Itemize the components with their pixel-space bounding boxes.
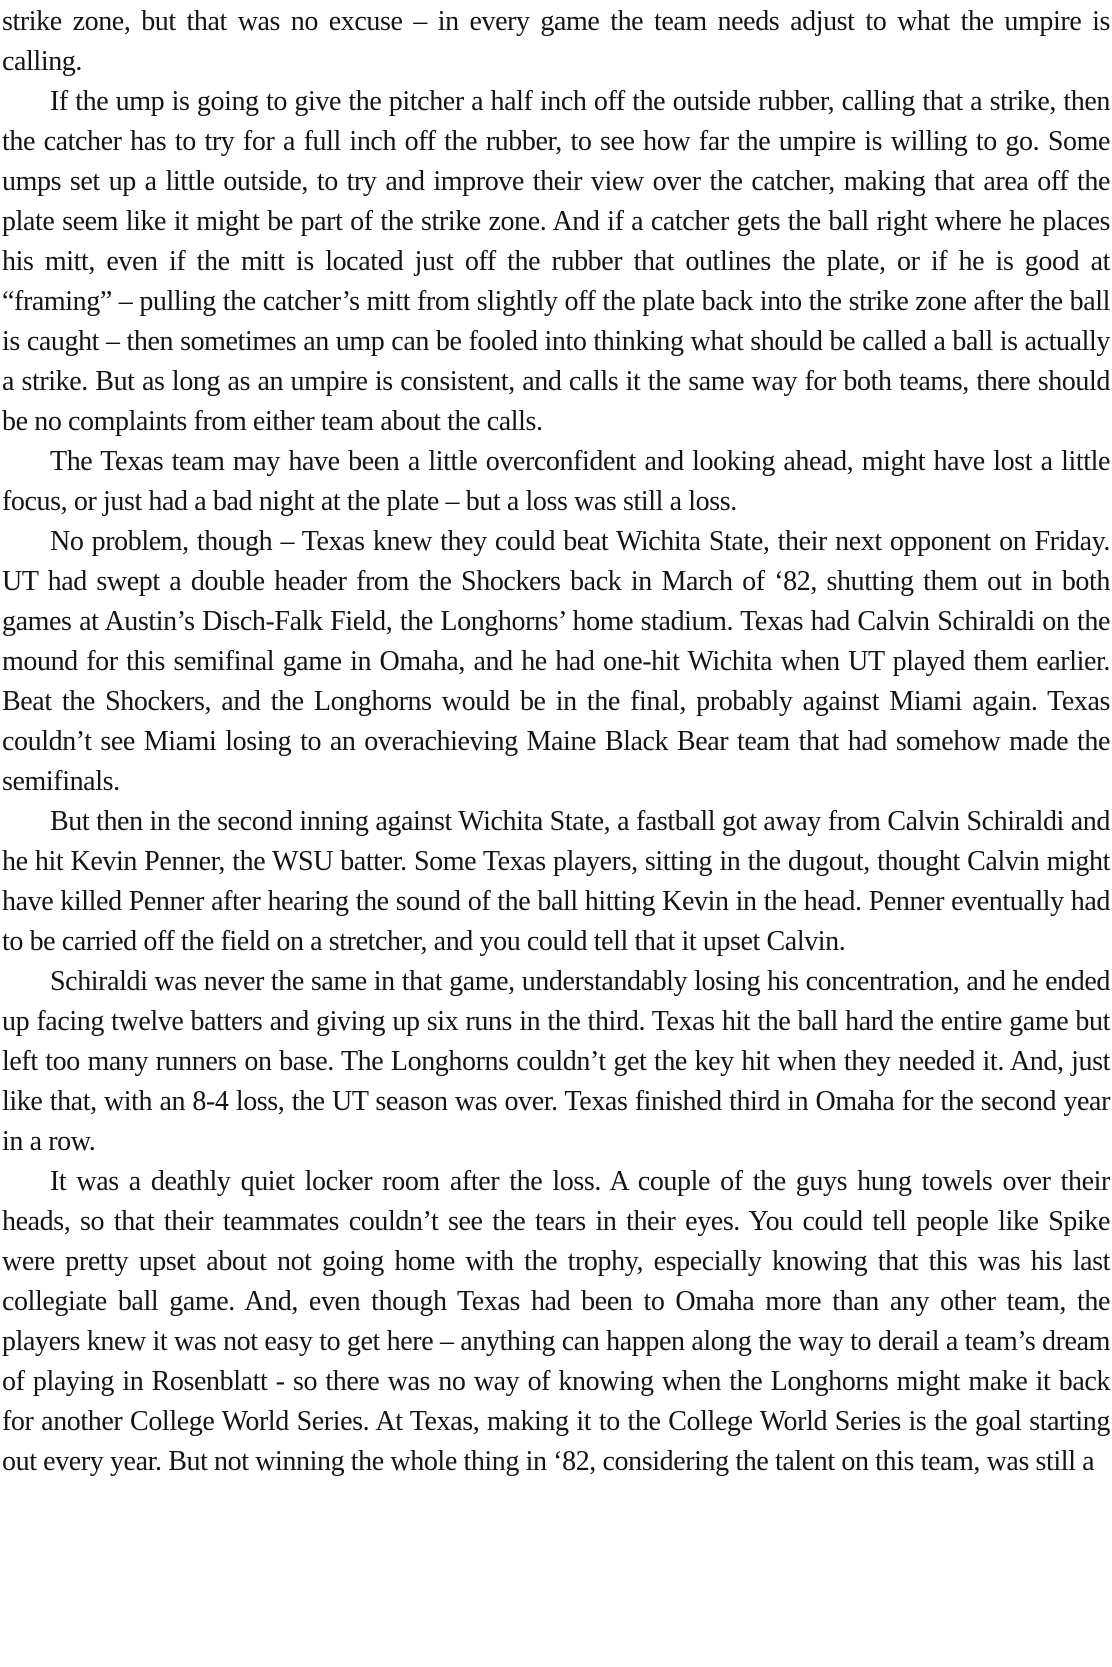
paragraph: The Texas team may have been a little overconfident and looking ahead, might have lost a little focus, or just had a bad night at the plate – but a loss was still a loss. [2,446,1110,517]
paragraph: It was a deathly quiet locker room after the loss. A couple of the guys hung towels over their heads, so that their teammates couldn’t see the tears in their eyes. You could tell people like Spike were pretty upset about not going home with the trophy, especially knowing that this was his last collegiate ball game. And, even though Texas had been to Omaha more than any other team, the players knew it was not easy to get here – anything can happen along the way to derail a team’s dream of playing in Rosenblatt - so there was no way of knowing when the Longhorns might make it back for another College World Series. At Texas, making it to the College World Series is the goal starting out every year. But not winning the whole thing in ‘82, considering the talent on this team, was still a [2,1166,1110,1477]
paragraph: If the ump is going to give the pitcher a half inch off the outside rubber, calling that a strike, then the catcher has to try for a full inch off the rubber, to see how far the umpire is willing to go. Some umps set up a little outside, to try and improve their view over the catcher, making that area off the plate seem like it might be part of the strike zone. And if a catcher gets the ball right where he places his mitt, even if the mitt is located just off the rubber that outlines the plate, or if he is good at “framing” – pulling the catcher’s mitt from slightly off the plate back into the strike zone after the ball is caught – then sometimes an ump can be fooled into thinking what should be called a ball is actually a strike. But as long as an umpire is consistent, and calls it the same way for both teams, there should be no complaints from either team about the calls. [2,86,1110,437]
paragraph: strike zone, but that was no excuse – in every game the team needs adjust to what the umpire is calling. [2,6,1110,77]
paragraph: Schiraldi was never the same in that game, understandably losing his concentration, and he ended up facing twelve batters and giving up six runs in the third. Texas hit the ball hard the entire game but left too many runners on base. The Longhorns couldn’t get the key hit when they needed it. And, just like that, with an 8-4 loss, the UT season was over. Texas finished third in Omaha for the second year in a row. [2,966,1110,1157]
paragraph: No problem, though – Texas knew they could beat Wichita State, their next opponent on Friday. UT had swept a double header from the Shockers back in March of ‘82, shutting them out in both games at Austin’s Disch-Falk Field, the Longhorns’ home stadium. Texas had Calvin Schiraldi on the mound for this semifinal game in Omaha, and he had one-hit Wichita when UT played them earlier. Beat the Shockers, and the Longhorns would be in the final, probably against Miami again. Texas couldn’t see Miami losing to an overachieving Maine Black Bear team that had somehow made the semifinals. [2,526,1110,797]
paragraph: But then in the second inning against Wichita State, a fastball got away from Calvin Schiraldi and he hit Kevin Penner, the WSU batter. Some Texas players, sitting in the dugout, thought Calvin might have killed Penner after hearing the sound of the ball hitting Kevin in the head. Penner eventually had to be carried off the field on a stretcher, and you could tell that it upset Calvin. [2,806,1110,957]
